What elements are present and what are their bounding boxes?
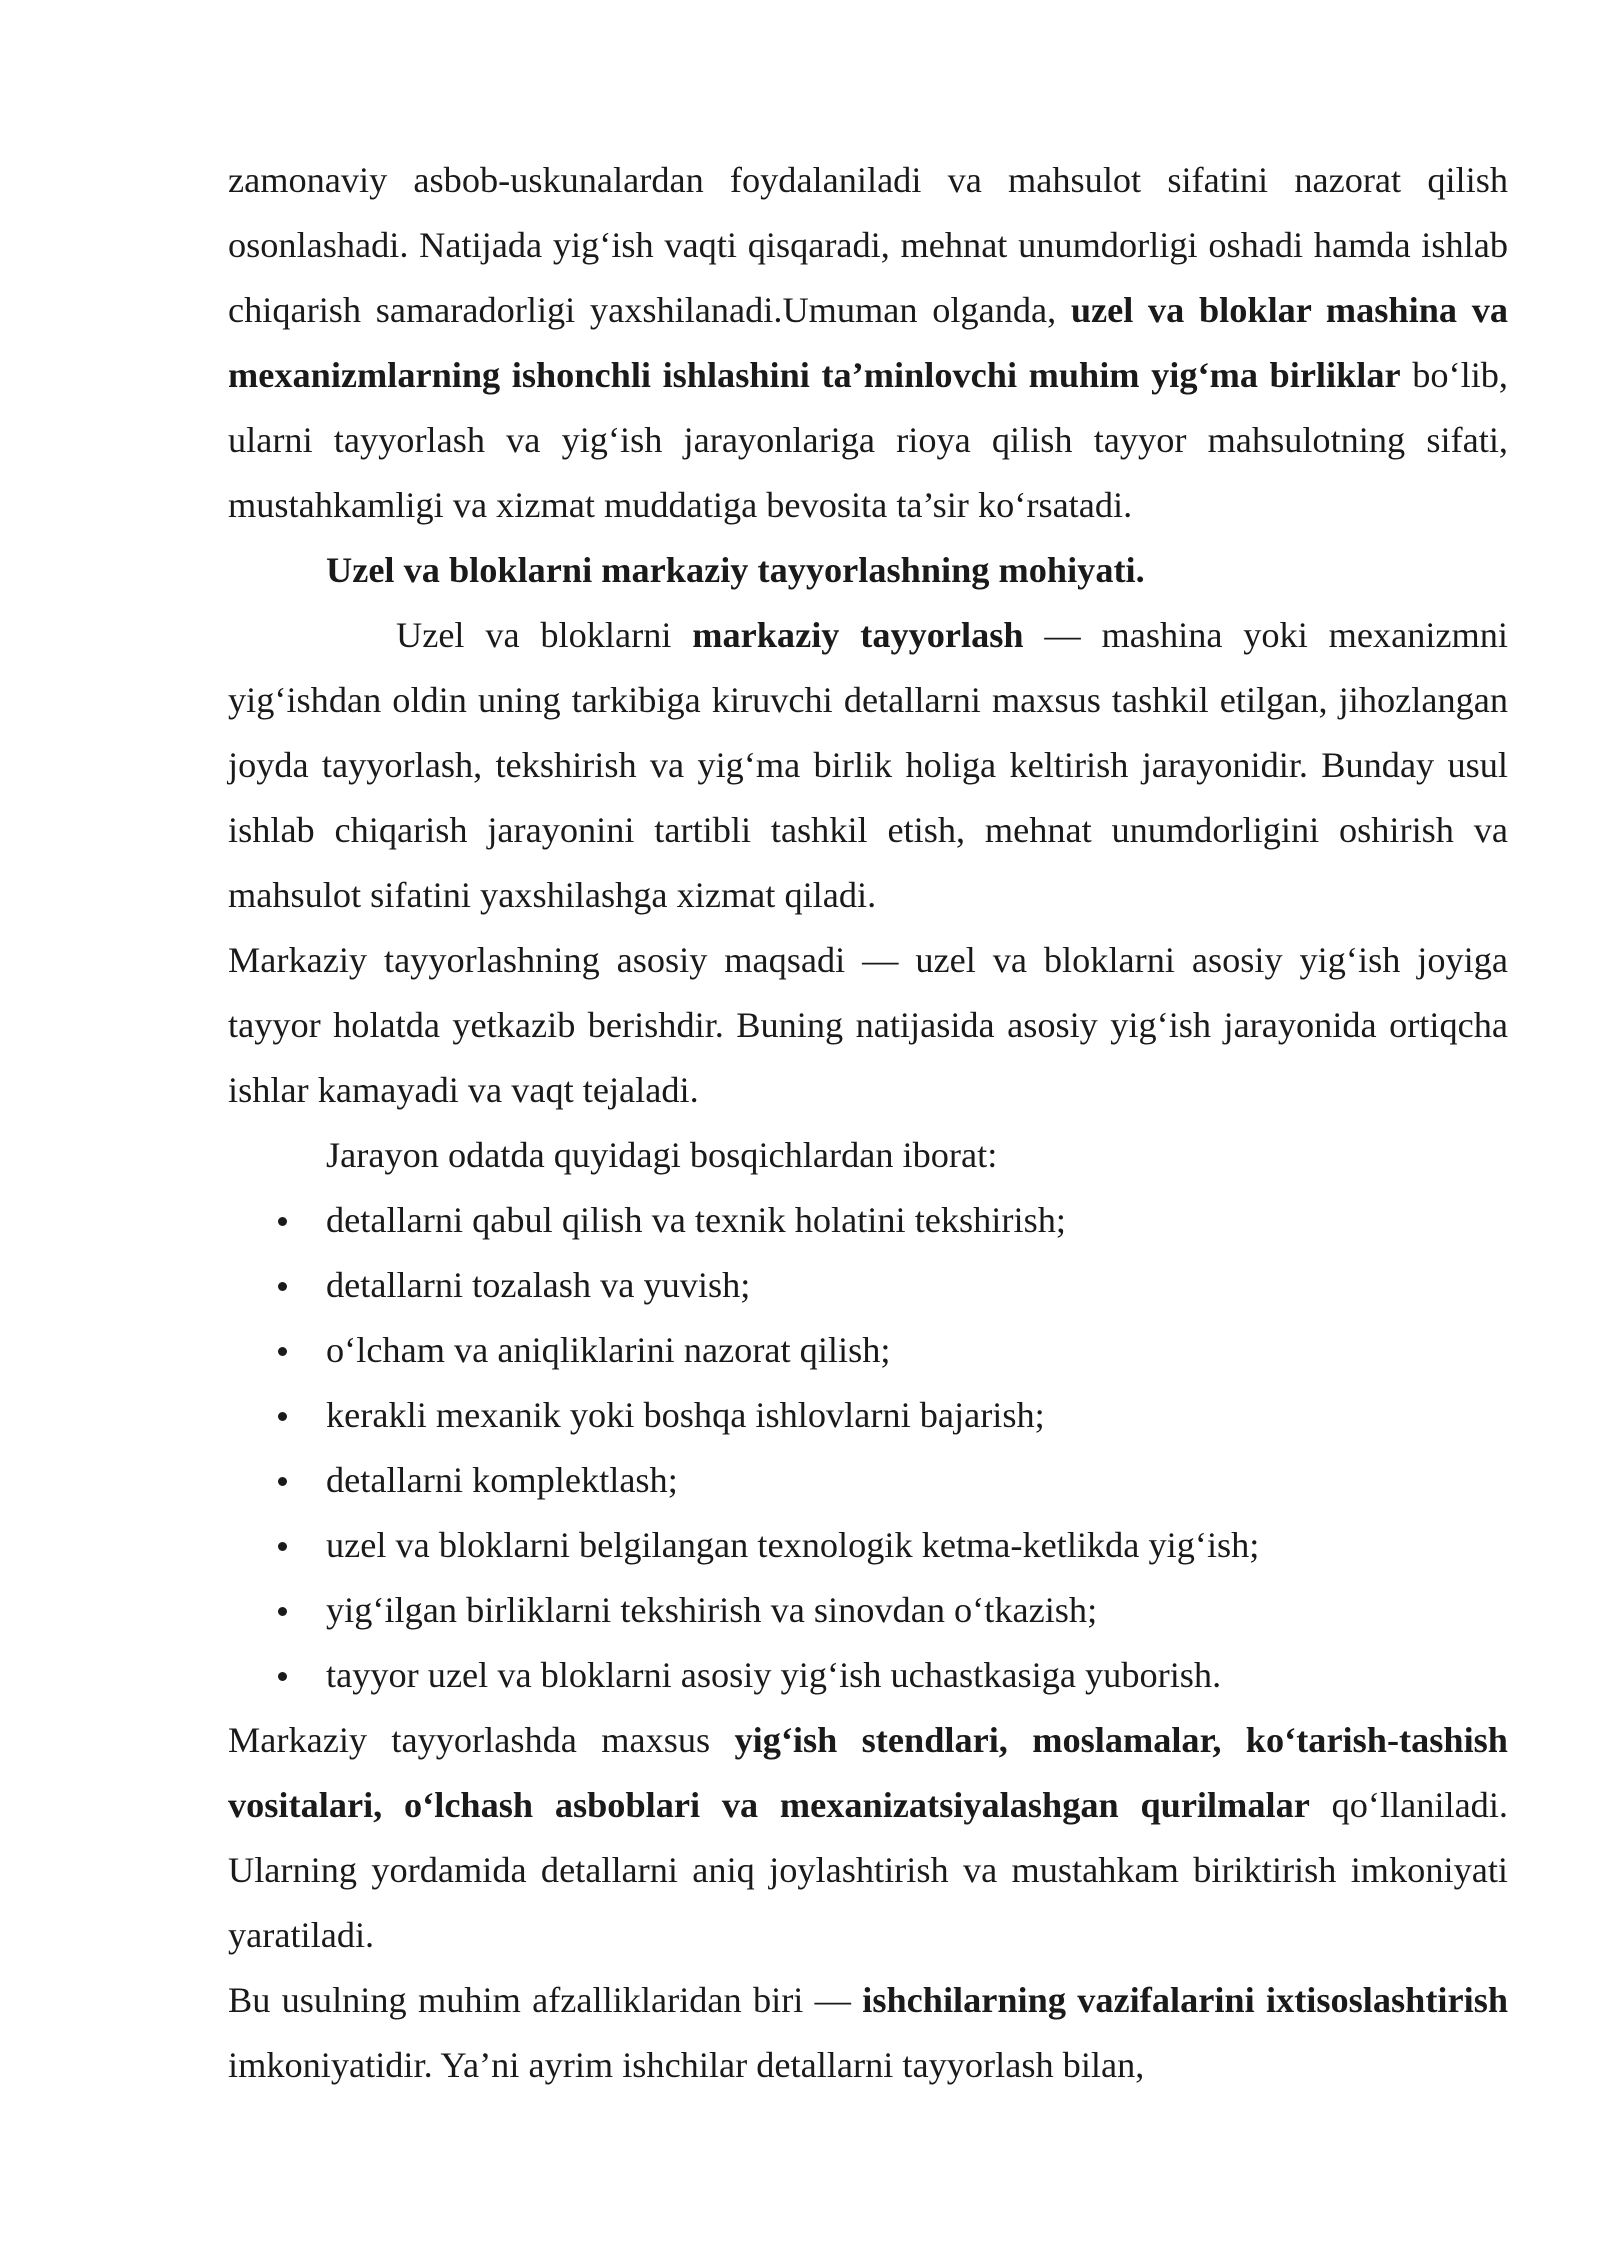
list-item — [228, 1513, 1508, 1578]
list-item — [228, 1253, 1508, 1318]
list-item-text: detallarni tozalash va yuvish; — [326, 1265, 751, 1305]
paragraph-text: — mashina yoki mexanizmni yig‘ishdan oldin uning tarkibiga kiruvchi detallarni maxsus tashkil etilgan, jihozlangan joyda tayyorlash, tekshirish va yig‘ma birlik holiga keltirish jarayonidir. Bunday usul ishlab chiqarish jarayonini tartibli tashkil etish, mehnat unumdorligini oshirish va mahsulot sifatini yaxshilashga xizmat qiladi. — [228, 615, 1509, 915]
bullet-icon — [278, 1282, 287, 1291]
bold-phrase: uzel va bloklar mashina va mexanizmlarning ishonchli ishlashini ta’minlovchi muhim yig‘ma birliklar — [228, 290, 1508, 395]
stages-list — [228, 1188, 1508, 1708]
paragraph-text: bo‘lib, ularni tayyorlash va yig‘ish jarayonlariga rioya qilish tayyor mahsulotning sifati, mustahkamligi va xizmat muddatiga bevosita ta’sir ko‘rsatadi. — [228, 355, 1508, 525]
paragraph-text: Uzel va bloklarni — [396, 615, 693, 655]
paragraph-text: Markaziy tayyorlashda maxsus — [228, 1720, 735, 1760]
section-heading: Uzel va bloklarni markaziy tayyorlashning mohiyati. — [326, 550, 1145, 590]
list-item-text: detallarni komplektlash; — [326, 1460, 678, 1500]
paragraph-intro — [228, 148, 1508, 538]
bullet-icon — [278, 1347, 287, 1356]
paragraph-stages-intro: Jarayon odatda quyidagi bosqichlardan iborat: — [326, 1135, 998, 1175]
list-item — [228, 1448, 1508, 1513]
list-item-text: kerakli mexanik yoki boshqa ishlovlarni bajarish; — [326, 1395, 1045, 1435]
list-item — [228, 1643, 1508, 1708]
paragraph-purpose: Markaziy tayyorlashning asosiy maqsadi — uzel va bloklarni asosiy yig‘ish joyiga tayyor holatda yetkazib berishdir. Buning natijasida asosiy yig‘ish jarayonida ortiqcha ishlar kamayadi va vaqt tejaladi. — [228, 940, 1508, 1110]
list-item-text: tayyor uzel va bloklarni asosiy yig‘ish uchastkasiga yuborish. — [326, 1655, 1222, 1695]
paragraph-advantages — [228, 1968, 1508, 2098]
paragraph-text: zamonaviy asbob-uskunalardan foydalaniladi va mahsulot sifatini nazorat qilish osonlashadi. Natijada yig‘ish vaqti qisqaradi, mehnat unumdorligi oshadi hamda ishlab chiqarish samaradorligi yaxshilanadi.Umuman olganda, — [228, 160, 1508, 330]
paragraph-definition — [228, 603, 1508, 928]
bold-phrase: yig‘ish stendlari, moslamalar, ko‘tarish-tashish vositalari, o‘lchash asboblari va mexanizatsiyalashgan qurilmalar — [228, 1720, 1508, 1825]
bullet-icon — [278, 1412, 287, 1421]
list-item — [228, 1188, 1508, 1253]
list-item — [228, 1383, 1508, 1448]
bullet-icon — [278, 1672, 287, 1681]
bold-phrase: ishchilarning vazifalarini ixtisoslashtirish — [862, 1980, 1508, 2020]
list-item-text: yig‘ilgan birliklarni tekshirish va sinovdan o‘tkazish; — [326, 1590, 1098, 1630]
bullet-icon — [278, 1542, 287, 1551]
bullet-icon — [278, 1477, 287, 1486]
paragraph-text: imkoniyatidir. Ya’ni ayrim ishchilar detallarni tayyorlash bilan, — [228, 2045, 1145, 2085]
paragraph-equipment — [228, 1708, 1508, 1968]
list-item-text: uzel va bloklarni belgilangan texnologik ketma-ketlikda yig‘ish; — [326, 1525, 1260, 1565]
bullet-icon — [278, 1607, 287, 1616]
list-item — [228, 1578, 1508, 1643]
list-item — [228, 1318, 1508, 1383]
bold-phrase: markaziy tayyorlash — [692, 615, 1024, 655]
list-item-text: detallarni qabul qilish va texnik holatini tekshirish; — [326, 1200, 1066, 1240]
paragraph-text: qo‘llaniladi. Ularning yordamida detallarni aniq joylashtirish va mustahkam biriktirish imkoniyati yaratiladi. — [228, 1785, 1508, 1955]
bullet-icon — [278, 1217, 287, 1226]
document-body — [228, 148, 1508, 2098]
paragraph-text: Bu usulning muhim afzalliklaridan biri — — [228, 1980, 863, 2020]
list-item-text: o‘lcham va aniqliklarini nazorat qilish; — [326, 1330, 891, 1370]
